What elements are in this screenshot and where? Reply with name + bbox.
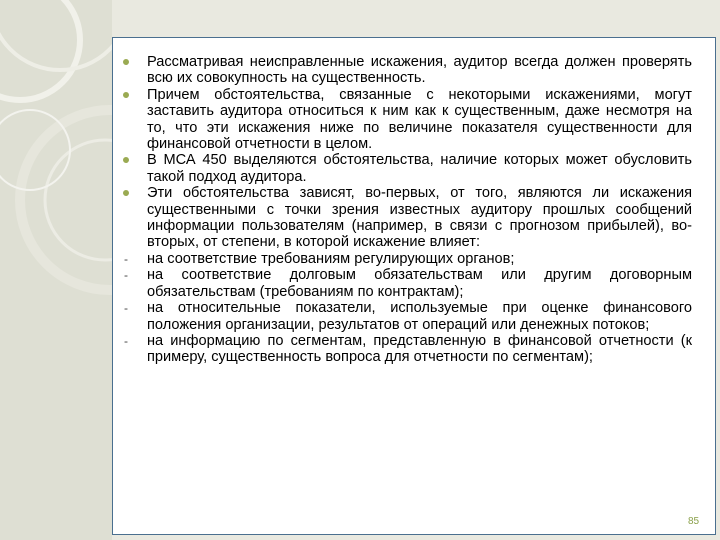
list-item	[147, 185, 692, 251]
list-item	[147, 54, 692, 87]
list-item	[147, 152, 692, 185]
dash-marker: -	[124, 301, 128, 316]
list-item-text: на информацию по сегментам, представленную в финансовой отчетности (к примеру, существенность вопроса для отчетности по сегментам);	[147, 332, 692, 366]
list-item-text: на соответствие долговым обязательствам или другим договорным обязательствам (требованиям по контрактам);	[147, 267, 692, 300]
bullet-marker	[119, 185, 133, 196]
list-item	[124, 250, 692, 267]
list-item	[124, 300, 692, 333]
decorative-circles	[0, 0, 112, 540]
list-item-text: В МСА 450 выделяются обстоятельства, наличие которых может обусловить такой подход аудитора.	[147, 152, 692, 185]
dash-marker: -	[124, 333, 128, 348]
bullet-list	[124, 54, 692, 366]
list-item	[147, 87, 692, 153]
bullet-marker	[119, 87, 133, 98]
list-item-text: на соответствие требованиям регулирующих органов;	[147, 250, 515, 267]
bullet-marker	[119, 54, 133, 65]
list-item-text: Причем обстоятельства, связанные с некоторыми искажениями, могут заставить аудитора относиться к ним как к существенным, даже несмотря на то, что эти искажения ниже по величине показателя существенности для финансовой отчетности в целом.	[147, 86, 692, 153]
list-item-text: на относительные показатели, используемые при оценке финансового положения организации, результатов от операций или денежных потоков;	[147, 300, 692, 333]
decorative-left-band	[0, 0, 112, 540]
list-item-text: Эти обстоятельства зависят, во-первых, от того, являются ли искажения существенными с точки зрения известных аудитору прошлых сообщений информации пользователям (например, в связи с прогнозом прибылей), во- вторых, от степени, в которой искажение влияет:	[147, 185, 692, 251]
list-item-text: Рассматривая неисправленные искажения, аудитор всегда должен проверять всю их совокупность на существенность.	[147, 54, 692, 87]
dash-marker: -	[124, 268, 128, 283]
list-item	[124, 267, 692, 300]
dash-marker: -	[124, 251, 128, 266]
page-number: 85	[688, 516, 700, 527]
list-item	[124, 332, 692, 366]
bullet-marker	[119, 152, 133, 163]
